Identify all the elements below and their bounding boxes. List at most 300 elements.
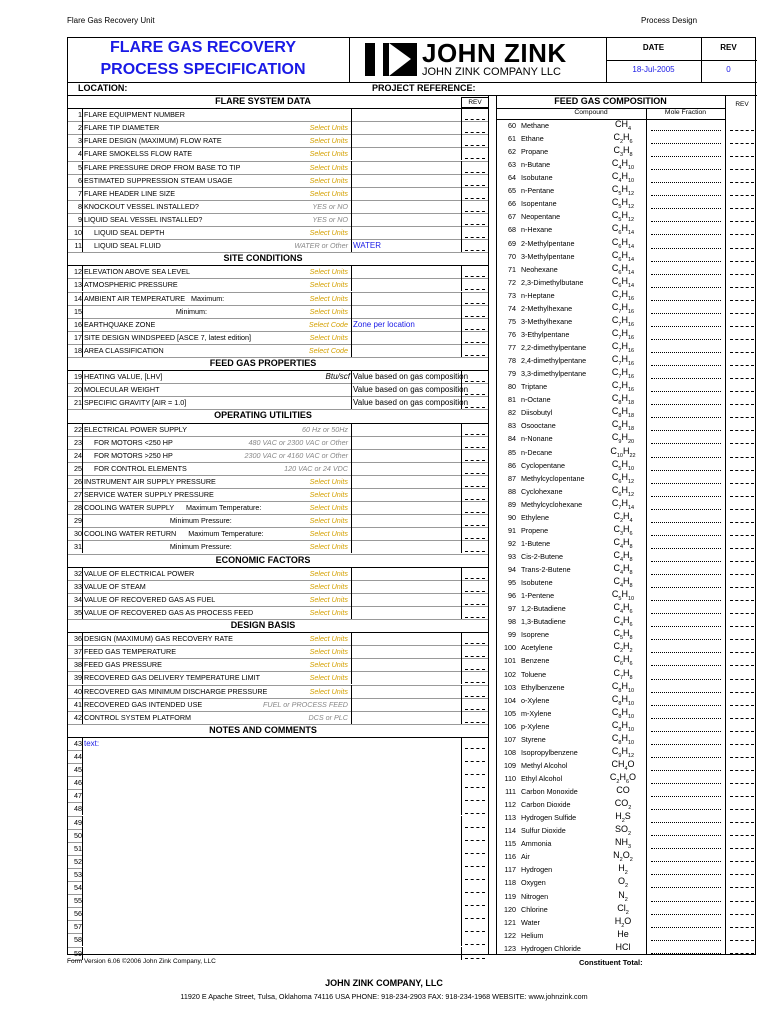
rev-cell[interactable] [465, 475, 485, 487]
mole-fraction-input[interactable] [651, 799, 721, 810]
units-select[interactable]: Select Units [309, 673, 348, 683]
rev-cell[interactable] [730, 289, 754, 301]
rev-cell[interactable] [465, 685, 485, 697]
rev-cell[interactable] [465, 449, 485, 461]
rev-cell[interactable] [465, 737, 485, 749]
divider [82, 855, 83, 868]
divider [461, 881, 462, 894]
mole-fraction-input[interactable] [651, 812, 721, 823]
divider [461, 580, 462, 593]
units-select[interactable]: Select Units [309, 594, 348, 604]
mole-fraction-input[interactable] [651, 655, 721, 666]
rev-cell[interactable] [465, 265, 485, 277]
table-row [68, 671, 488, 684]
formula-subscript: 10 [627, 178, 635, 185]
mole-fraction-input[interactable] [651, 525, 721, 536]
compound-name: Carbon Dioxide [521, 800, 571, 810]
mole-fraction-input[interactable] [651, 891, 721, 902]
rev-cell[interactable] [730, 850, 754, 862]
rev-cell[interactable] [465, 868, 485, 880]
units-select[interactable]: Select Code [308, 345, 348, 355]
rev-cell[interactable] [465, 698, 485, 710]
rev-cell[interactable] [465, 226, 485, 238]
compound-number: 79 [508, 369, 516, 379]
mole-fraction-input[interactable] [651, 264, 721, 275]
compound-number: 112 [504, 800, 516, 810]
divider [82, 789, 83, 802]
spec-form [67, 37, 756, 958]
mole-fraction-input[interactable] [651, 381, 721, 392]
rev-cell[interactable] [465, 239, 485, 251]
divider [82, 449, 83, 462]
compound-number: 114 [504, 826, 516, 836]
date-value[interactable]: 18-Jul-2005 [632, 65, 675, 74]
formula-subscript: 5 [618, 191, 622, 198]
mole-fraction-input[interactable] [651, 825, 721, 836]
rev-cell[interactable] [730, 158, 754, 170]
units-select[interactable]: Select Units [309, 188, 348, 198]
units-select[interactable]: Select Units [309, 293, 348, 303]
mole-fraction-input[interactable] [651, 669, 721, 680]
mole-fraction-input[interactable] [651, 577, 721, 588]
rev-value[interactable]: 0 [726, 65, 731, 74]
formula-part: C [611, 314, 619, 325]
rev-cell[interactable] [730, 733, 754, 745]
mole-fraction-input[interactable] [651, 930, 721, 941]
table-row [68, 488, 488, 501]
rev-cell[interactable] [465, 121, 485, 133]
rev-cell[interactable] [465, 488, 485, 500]
rev-cell[interactable] [465, 161, 485, 173]
mole-fraction-input[interactable] [651, 838, 721, 849]
formula-subscript: 4 [619, 556, 623, 563]
rev-cell[interactable] [465, 567, 485, 579]
units-select[interactable]: Select Units [309, 516, 348, 526]
row-description: FOR MOTORS >250 HP [84, 450, 173, 460]
mole-fraction-input[interactable] [651, 146, 721, 157]
form-version: Form Version 6.06 ©2006 John Zink Company, LLC [67, 958, 216, 965]
mole-fraction-input[interactable] [651, 251, 721, 262]
rev-cell[interactable] [730, 628, 754, 640]
rev-cell[interactable] [730, 263, 754, 275]
compound-row [496, 406, 757, 419]
rev-cell[interactable] [465, 200, 485, 212]
rev-cell[interactable] [730, 184, 754, 196]
mole-fraction-input[interactable] [651, 460, 721, 471]
rev-label: REV [720, 43, 737, 52]
mole-fraction-input[interactable] [651, 512, 721, 523]
rev-cell[interactable] [465, 580, 485, 592]
mole-fraction-input[interactable] [651, 564, 721, 575]
rev-cell[interactable] [730, 772, 754, 784]
rev-cell[interactable] [730, 903, 754, 915]
rev-cell[interactable] [465, 213, 485, 225]
compound-number: 121 [504, 917, 516, 927]
value-field[interactable]: Zone per location [353, 319, 415, 329]
notes-row [68, 855, 488, 868]
rev-cell[interactable] [730, 380, 754, 392]
rev-cell[interactable] [465, 606, 485, 618]
units-select[interactable]: Select Units [309, 660, 348, 670]
rev-cell[interactable] [465, 907, 485, 919]
mole-fraction-input[interactable] [651, 904, 721, 915]
mole-fraction-input[interactable] [651, 851, 721, 862]
rev-cell[interactable] [730, 602, 754, 614]
rev-cell[interactable] [465, 527, 485, 539]
mole-fraction-input[interactable] [651, 721, 721, 732]
divider [82, 292, 83, 305]
rev-cell[interactable] [730, 210, 754, 222]
formula-subscript: 5 [618, 595, 622, 602]
rev-cell[interactable] [465, 711, 485, 723]
rev-cell[interactable] [730, 250, 754, 262]
rev-cell[interactable] [730, 145, 754, 157]
mole-fraction-input[interactable] [651, 329, 721, 340]
rev-cell[interactable] [730, 615, 754, 627]
mole-fraction-input[interactable] [651, 185, 721, 196]
rev-cell[interactable] [730, 223, 754, 235]
formula-subscript: 8 [618, 687, 622, 694]
formula-part: HCl [615, 941, 631, 952]
rev-cell[interactable] [730, 446, 754, 458]
rev-cell[interactable] [465, 658, 485, 670]
rev-cell[interactable] [730, 929, 754, 941]
table-row [68, 632, 488, 645]
rev-cell[interactable] [730, 237, 754, 249]
mole-fraction-input[interactable] [651, 642, 721, 653]
rev-cell[interactable] [730, 798, 754, 810]
rev-cell[interactable] [465, 593, 485, 605]
rev-cell[interactable] [730, 419, 754, 431]
rev-cell[interactable] [730, 668, 754, 680]
rev-cell[interactable] [730, 720, 754, 732]
table-row [68, 134, 488, 147]
rev-cell[interactable] [730, 341, 754, 353]
formula-subscript: 8 [629, 569, 633, 576]
value-note: Value based on gas composition [353, 385, 469, 395]
rev-cell[interactable] [730, 563, 754, 575]
divider [461, 134, 462, 147]
rev-cell[interactable] [465, 933, 485, 945]
mole-fraction-input[interactable] [651, 551, 721, 562]
rev-cell[interactable] [730, 837, 754, 849]
rev-cell[interactable] [730, 537, 754, 549]
rev-cell[interactable] [465, 750, 485, 762]
compound-number: 111 [505, 787, 516, 797]
row-number: 36 [74, 634, 82, 644]
mole-fraction-input[interactable] [651, 760, 721, 771]
divider [82, 174, 83, 187]
rev-cell[interactable] [465, 514, 485, 526]
mole-fraction-input[interactable] [651, 133, 721, 144]
rev-cell[interactable] [730, 472, 754, 484]
formula-subscript: 12 [627, 217, 635, 224]
rev-cell[interactable] [730, 276, 754, 288]
compound-number: 92 [508, 538, 516, 548]
formula-subscript: 4 [618, 164, 622, 171]
rev-cell[interactable] [465, 671, 485, 683]
mole-fraction-input[interactable] [651, 473, 721, 484]
units-select[interactable]: Select Units [309, 607, 348, 617]
rev-cell[interactable] [730, 942, 754, 954]
rev-cell[interactable] [730, 315, 754, 327]
rev-cell[interactable] [465, 829, 485, 841]
rev-cell[interactable] [465, 540, 485, 552]
rev-cell[interactable] [465, 789, 485, 801]
units-select[interactable]: Select Units [309, 476, 348, 486]
compound-row [496, 341, 757, 354]
row-number: 27 [74, 490, 82, 499]
mole-fraction-input[interactable] [651, 355, 721, 366]
units-select[interactable]: Select Units [309, 280, 348, 290]
rev-cell[interactable] [465, 396, 485, 408]
rev-cell[interactable] [465, 816, 485, 828]
rev-cell[interactable] [730, 406, 754, 418]
rev-cell[interactable] [730, 863, 754, 875]
units-select[interactable]: Select Units [309, 228, 348, 237]
divider [351, 671, 352, 684]
formula-subscript: 4 [619, 622, 623, 629]
rev-cell[interactable] [730, 511, 754, 523]
mole-fraction-input[interactable] [651, 407, 721, 418]
units-select[interactable]: Select Units [309, 490, 348, 499]
rev-cell[interactable] [465, 763, 485, 775]
mole-fraction-input[interactable] [651, 368, 721, 379]
mole-fraction-input[interactable] [651, 224, 721, 235]
formula-subscript: 10 [627, 739, 635, 746]
mole-fraction-input[interactable] [651, 433, 721, 444]
units-select[interactable]: Select Units [309, 123, 348, 133]
formula-subscript: 4 [619, 582, 623, 589]
rev-cell[interactable] [730, 524, 754, 536]
rev-cell[interactable] [465, 855, 485, 867]
mole-fraction-input[interactable] [651, 629, 721, 640]
rev-cell[interactable] [730, 576, 754, 588]
units-select[interactable]: Select Code [308, 319, 348, 329]
units-select[interactable]: Select Units [309, 162, 348, 172]
mole-fraction-input[interactable] [651, 499, 721, 510]
formula-subscript: 12 [627, 478, 635, 485]
divider [82, 907, 83, 920]
rev-cell[interactable] [730, 197, 754, 209]
mole-fraction-input[interactable] [651, 786, 721, 797]
rev-cell[interactable] [465, 501, 485, 513]
rev-cell[interactable] [465, 632, 485, 644]
rev-cell[interactable] [465, 278, 485, 290]
rev-cell[interactable] [730, 119, 754, 131]
rev-cell[interactable] [730, 302, 754, 314]
divider [351, 239, 352, 252]
rev-cell[interactable] [730, 694, 754, 706]
rev-cell[interactable] [730, 367, 754, 379]
rev-cell[interactable] [465, 383, 485, 395]
table-row [68, 344, 488, 357]
rev-cell[interactable] [730, 498, 754, 510]
rev-cell[interactable] [730, 811, 754, 823]
mole-fraction-input[interactable] [651, 538, 721, 549]
divider [82, 121, 83, 134]
rev-cell[interactable] [465, 645, 485, 657]
units-select[interactable]: Select Units [309, 175, 348, 185]
rev-cell[interactable] [730, 171, 754, 183]
rev-cell[interactable] [465, 894, 485, 906]
rev-cell[interactable] [465, 947, 485, 959]
formula-part: H [621, 288, 628, 299]
rev-cell[interactable] [465, 147, 485, 159]
rev-cell[interactable] [730, 746, 754, 758]
table-row [68, 449, 488, 462]
mole-fraction-input[interactable] [651, 447, 721, 458]
compound-number: 64 [508, 173, 516, 183]
mole-fraction-input[interactable] [651, 616, 721, 627]
compound-name: Toluene [521, 669, 547, 679]
rev-cell[interactable] [465, 436, 485, 448]
rev-cell[interactable] [465, 134, 485, 146]
rev-cell[interactable] [465, 842, 485, 854]
compound-row [496, 432, 757, 445]
units-select[interactable]: Select Units [309, 306, 348, 316]
rev-cell[interactable] [730, 432, 754, 444]
mole-fraction-input[interactable] [651, 238, 721, 249]
value-field[interactable]: WATER [353, 241, 381, 251]
mole-fraction-input[interactable] [651, 747, 721, 758]
rev-cell[interactable] [465, 344, 485, 356]
divider [351, 606, 352, 619]
compound-name: Neohexane [521, 264, 558, 274]
mole-fraction-input[interactable] [651, 864, 721, 875]
units-select[interactable]: Select Units [309, 647, 348, 657]
divider [351, 423, 352, 436]
units-select[interactable]: Select Units [309, 568, 348, 578]
formula-subscript: 8 [618, 713, 622, 720]
compound-name: Oxygen [521, 878, 546, 888]
mole-fraction-input[interactable] [651, 708, 721, 719]
row-number: 24 [74, 450, 82, 460]
rev-cell[interactable] [465, 776, 485, 788]
mole-fraction-input[interactable] [651, 303, 721, 314]
units-select[interactable]: Select Units [309, 529, 348, 539]
divider [82, 658, 83, 671]
rev-cell[interactable] [730, 132, 754, 144]
row-description: FLARE TIP DIAMETER [84, 123, 160, 133]
rev-cell[interactable] [730, 641, 754, 653]
rev-cell[interactable] [730, 916, 754, 928]
rev-cell[interactable] [465, 108, 485, 120]
mole-fraction-input[interactable] [651, 211, 721, 222]
mole-fraction-input[interactable] [651, 590, 721, 601]
compound-row [496, 119, 757, 132]
units-select[interactable]: Select Units [309, 149, 348, 159]
rev-cell[interactable] [465, 331, 485, 343]
rev-cell[interactable] [730, 485, 754, 497]
mole-fraction-input[interactable] [651, 734, 721, 745]
mole-fraction-input[interactable] [651, 877, 721, 888]
mole-fraction-input[interactable] [651, 198, 721, 209]
rev-cell[interactable] [730, 824, 754, 836]
mole-fraction-input[interactable] [651, 695, 721, 706]
mole-fraction-input[interactable] [651, 342, 721, 353]
rev-cell[interactable] [465, 174, 485, 186]
formula-part: C [611, 706, 619, 717]
input-hint: 2300 VAC or 4160 VAC or Other [244, 450, 348, 460]
rev-cell[interactable] [465, 187, 485, 199]
rev-cell[interactable] [730, 654, 754, 666]
rev-cell[interactable] [730, 550, 754, 562]
row-number: 52 [74, 856, 82, 866]
mole-fraction-input[interactable] [651, 394, 721, 405]
rev-cell[interactable] [465, 920, 485, 932]
units-select[interactable]: Select Units [309, 634, 348, 644]
mole-fraction-input[interactable] [651, 159, 721, 170]
formula-part: C [611, 693, 619, 704]
units-select[interactable]: Select Units [309, 686, 348, 696]
rev-cell[interactable] [730, 890, 754, 902]
rev-cell[interactable] [730, 328, 754, 340]
units-select[interactable]: Select Units [309, 332, 348, 342]
table-row [68, 226, 488, 239]
formula-subscript: 6 [629, 661, 633, 668]
units-select[interactable]: Select Units [309, 542, 348, 552]
rev-cell[interactable] [730, 393, 754, 405]
mole-fraction-input[interactable] [651, 917, 721, 928]
rev-cell[interactable] [465, 802, 485, 814]
rev-cell[interactable] [730, 759, 754, 771]
compound-name: 1,3-Butadiene [521, 617, 566, 627]
mole-fraction-input[interactable] [651, 773, 721, 784]
rev-cell[interactable] [465, 318, 485, 330]
row-description: SPECIFIC GRAVITY [AIR = 1.0] [84, 398, 187, 408]
mole-fraction-input[interactable] [651, 316, 721, 327]
mole-fraction-input[interactable] [651, 603, 721, 614]
rev-cell[interactable] [730, 459, 754, 471]
mole-fraction-input[interactable] [651, 682, 721, 693]
mole-fraction-input[interactable] [651, 943, 721, 954]
mole-fraction-input[interactable] [651, 486, 721, 497]
mole-fraction-input[interactable] [651, 277, 721, 288]
rev-cell[interactable] [730, 681, 754, 693]
formula-subscript: 6 [618, 491, 622, 498]
table-row [68, 462, 488, 475]
rev-cell[interactable] [465, 305, 485, 317]
mole-fraction-input[interactable] [651, 172, 721, 183]
divider [461, 200, 462, 213]
mole-fraction-input[interactable] [651, 290, 721, 301]
rev-cell[interactable] [730, 785, 754, 797]
mole-fraction-input[interactable] [651, 120, 721, 131]
notes-text-field[interactable]: text: [84, 738, 100, 748]
rev-cell[interactable] [730, 589, 754, 601]
units-select[interactable]: Select Units [309, 136, 348, 146]
units-select[interactable]: Select Units [309, 267, 348, 277]
section-title: FEED GAS PROPERTIES [209, 358, 317, 368]
rev-cell[interactable] [730, 354, 754, 366]
rev-cell[interactable] [465, 370, 485, 382]
rev-cell[interactable] [465, 292, 485, 304]
units-select[interactable]: Select Units [309, 503, 348, 513]
units-select[interactable]: Select Units [309, 581, 348, 591]
rev-cell[interactable] [465, 881, 485, 893]
row-number: 43 [74, 738, 82, 748]
formula-part: H [621, 706, 628, 717]
rev-cell[interactable] [465, 462, 485, 474]
rev-cell[interactable] [730, 876, 754, 888]
divider [461, 868, 462, 881]
divider [351, 147, 352, 160]
compound-row [496, 772, 757, 785]
mole-fraction-input[interactable] [651, 420, 721, 431]
rev-cell[interactable] [465, 423, 485, 435]
rev-cell[interactable] [730, 707, 754, 719]
